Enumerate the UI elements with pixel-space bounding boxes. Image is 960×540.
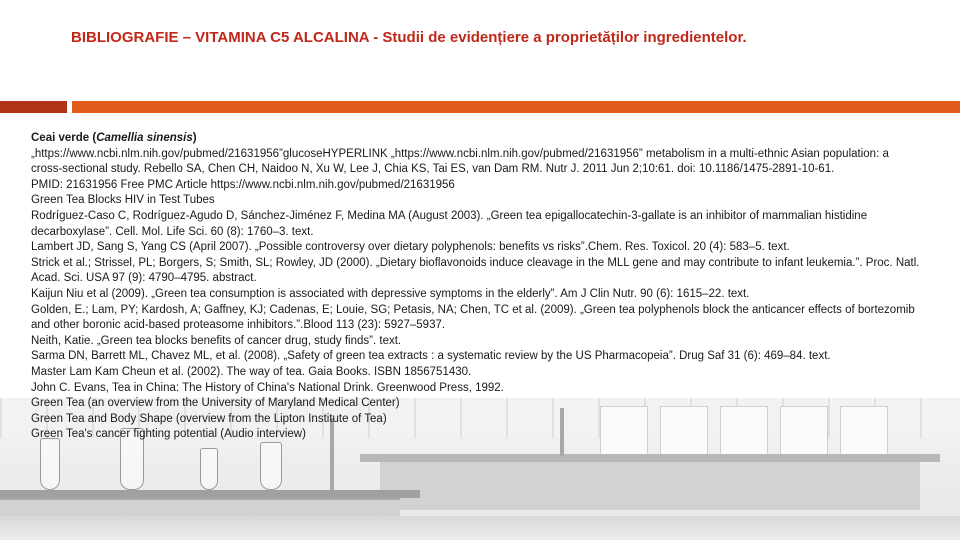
reference-item: Rodríguez-Caso C, Rodríguez-Agudo D, Sánchez-Jiménez F, Medina MA (August 2003). „Green tea epigallocatechin-3-gallate is an inhibitor of mammalian histidine decarboxylase”. Cell. Mol. Life Sci. 60 (8): 1760–3. text. bbox=[31, 209, 868, 238]
reference-item: John C. Evans, Tea in China: The History of China's National Drink. Greenwood Press, 1992. bbox=[31, 381, 504, 394]
reference-item: Neith, Katie. „Green tea blocks benefits of cancer drug, study finds”. text. bbox=[31, 334, 402, 347]
bibliography-body bbox=[31, 131, 921, 443]
lab-bench bbox=[0, 490, 420, 498]
reference-item: Sarma DN, Barrett ML, Chavez ML, et al. (2008). „Safety of green tea extracts : a systematic review by the US Pharmacopeia”. Drug Saf 31 (6): 469–84. text. bbox=[31, 350, 831, 363]
flask-icon bbox=[260, 442, 282, 490]
lab-bench bbox=[360, 454, 940, 462]
reference-item: Green Tea (an overview from the University of Maryland Medical Center) bbox=[31, 397, 400, 410]
accent-bar-right bbox=[72, 101, 960, 113]
section-heading bbox=[31, 131, 921, 147]
lab-cabinet bbox=[380, 458, 920, 510]
reference-item: Green Tea's cancer fighting potential (Audio interview) bbox=[31, 428, 306, 441]
slide-title: BIBLIOGRAFIE – VITAMINA C5 ALCALINA - Studii de evidențiere a proprietăților ingredientelor. bbox=[71, 29, 747, 46]
heading-prefix: Ceai verde ( bbox=[31, 132, 97, 144]
reference-item: Master Lam Kam Cheun et al. (2002). The way of tea. Gaia Books. ISBN 1856751430. bbox=[31, 365, 472, 378]
reference-item: Green Tea Blocks HIV in Test Tubes bbox=[31, 194, 215, 207]
reference-item: Golden, E.; Lam, PY; Kardosh, A; Gaffney, KJ; Cadenas, E; Louie, SG; Petasis, NA; Chen, TC et al. (2009). „Green tea polyphenols block the anticancer effects of bortezomib and other boronic acid-based proteasome inhibitors.”.Blood 113 (23): 5927–5937. bbox=[31, 303, 915, 332]
reference-item: Kaijun Niu et al (2009). „Green tea consumption is associated with depressive symptoms in the elderly”. Am J Clin Nutr. 90 (6): 1615–22. text. bbox=[31, 287, 750, 300]
accent-bar-left bbox=[0, 101, 67, 113]
reference-item: Green Tea and Body Shape (overview from the Lipton Institute of Tea) bbox=[31, 412, 387, 425]
reference-item: „https://www.ncbi.nlm.nih.gov/pubmed/21631956”glucoseHYPERLINK „https://www.ncbi.nlm.nih.gov/pubmed/21631956” metabolism in a multi-ethnic Asian population: a cross-sectional study. Rebello SA, Chen CH, Naidoo N, Xu W, Lee J, Chia KS, Tai ES, van Dam RM. Nutr J. 2011 Jun 2;10:61. doi: 10.1186/1475-2891-10-61. bbox=[31, 147, 889, 176]
flask-icon bbox=[200, 448, 218, 490]
heading-species: Camellia sinensis bbox=[96, 132, 193, 144]
reference-item: Strick et al.; Strissel, PL; Borgers, S; Smith, SL; Rowley, JD (2000). „Dietary bioflavonoids induce cleavage in the MLL gene and may contribute to infant leukemia.”. Proc. Natl. Acad. Sci. USA 97 (9): 4790–4795. abstract. bbox=[31, 256, 920, 285]
reference-item: PMID: 21631956 Free PMC Article https://www.ncbi.nlm.nih.gov/pubmed/21631956 bbox=[31, 178, 455, 191]
reference-item: Lambert JD, Sang S, Yang CS (April 2007). „Possible controversy over dietary polyphenols: benefits vs risks”.Chem. Res. Toxicol. 20 (4): 583–5. text. bbox=[31, 241, 790, 254]
heading-suffix: ) bbox=[192, 132, 197, 144]
lab-floor bbox=[0, 516, 960, 540]
flask-icon bbox=[40, 438, 60, 490]
